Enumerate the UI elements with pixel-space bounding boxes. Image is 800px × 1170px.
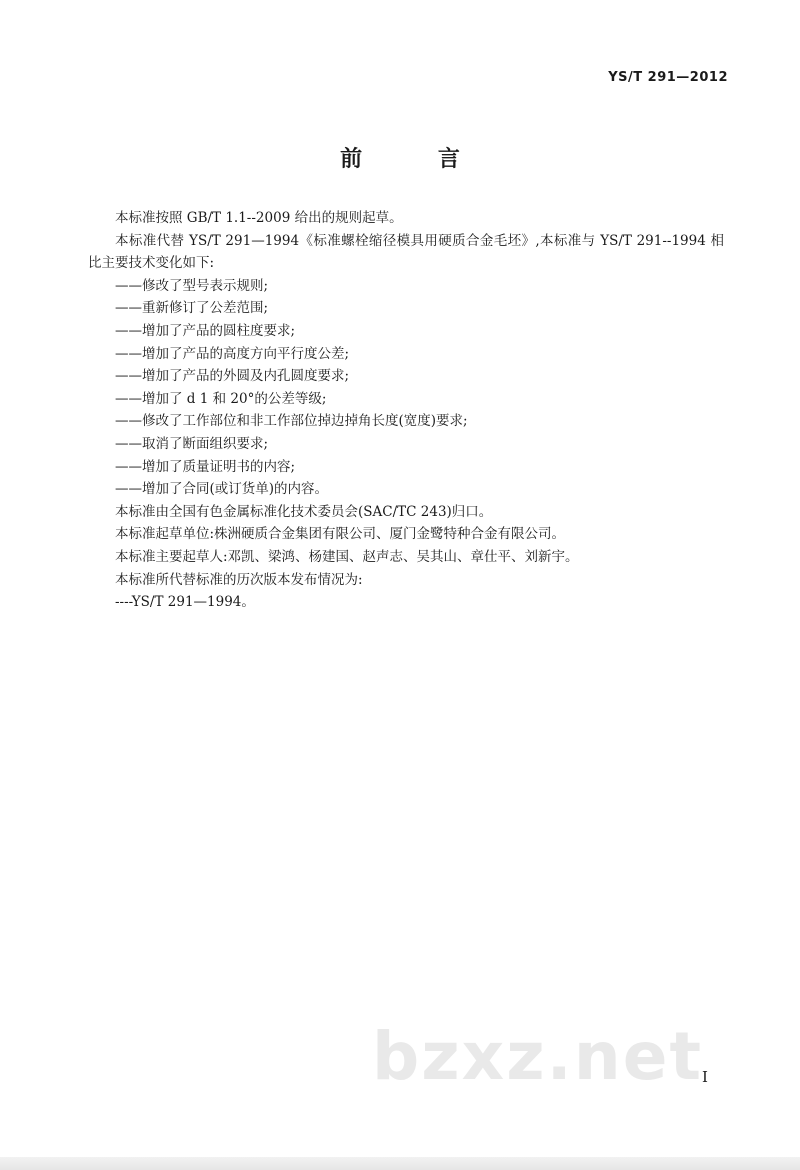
history-item: ----YS/T 291—1994。 <box>115 594 255 611</box>
watermark: bzxz.net <box>372 1018 704 1095</box>
paragraph-replacement: 本标准代替 YS/T 291—1994《标准螺栓缩径模具用硬质合金毛坯》,本标准与 YS/T 291--1994 相比主要技术变化如下: <box>88 232 724 272</box>
change-item: ——修改了工作部位和非工作部位掉边掉角长度(宽度)要求; <box>115 413 468 430</box>
change-item: ——增加了合同(或订货单)的内容。 <box>115 481 329 498</box>
standard-code: YS/T 291—2012 <box>608 70 728 85</box>
paragraph-drafting-units: 本标准起草单位:株洲硬质合金集团有限公司、厦门金鹭特种合金有限公司。 <box>115 526 566 543</box>
page-bottom-edge <box>0 1157 800 1170</box>
paragraph-committee: 本标准由全国有色金属标准化技术委员会(SAC/TC 243)归口。 <box>115 503 493 520</box>
page-number: I <box>702 1068 708 1086</box>
change-item: ——增加了产品的高度方向平行度公差; <box>115 345 350 362</box>
change-item: ——修改了型号表示规则; <box>115 277 269 294</box>
change-item: ——增加了质量证明书的内容; <box>115 458 296 475</box>
change-item: ——增加了产品的圆柱度要求; <box>115 322 296 339</box>
paragraph-drafters: 本标准主要起草人:邓凯、梁鸿、杨建国、赵声志、吴其山、章仕平、刘新宇。 <box>115 548 579 565</box>
document-body <box>88 207 724 614</box>
change-item: ——重新修订了公差范围; <box>115 300 269 317</box>
change-item: ——增加了产品的外圆及内孔圆度要求; <box>115 368 350 385</box>
change-item: ——增加了 d 1 和 20°的公差等级; <box>115 390 327 407</box>
paragraph-drafting-rules: 本标准按照 GB/T 1.1--2009 给出的规则起草。 <box>115 210 403 226</box>
change-item: ——取消了断面组织要求; <box>115 435 269 452</box>
page-title: 前 言 <box>340 147 494 172</box>
paragraph-history-intro: 本标准所代替标准的历次版本发布情况为: <box>115 571 363 588</box>
